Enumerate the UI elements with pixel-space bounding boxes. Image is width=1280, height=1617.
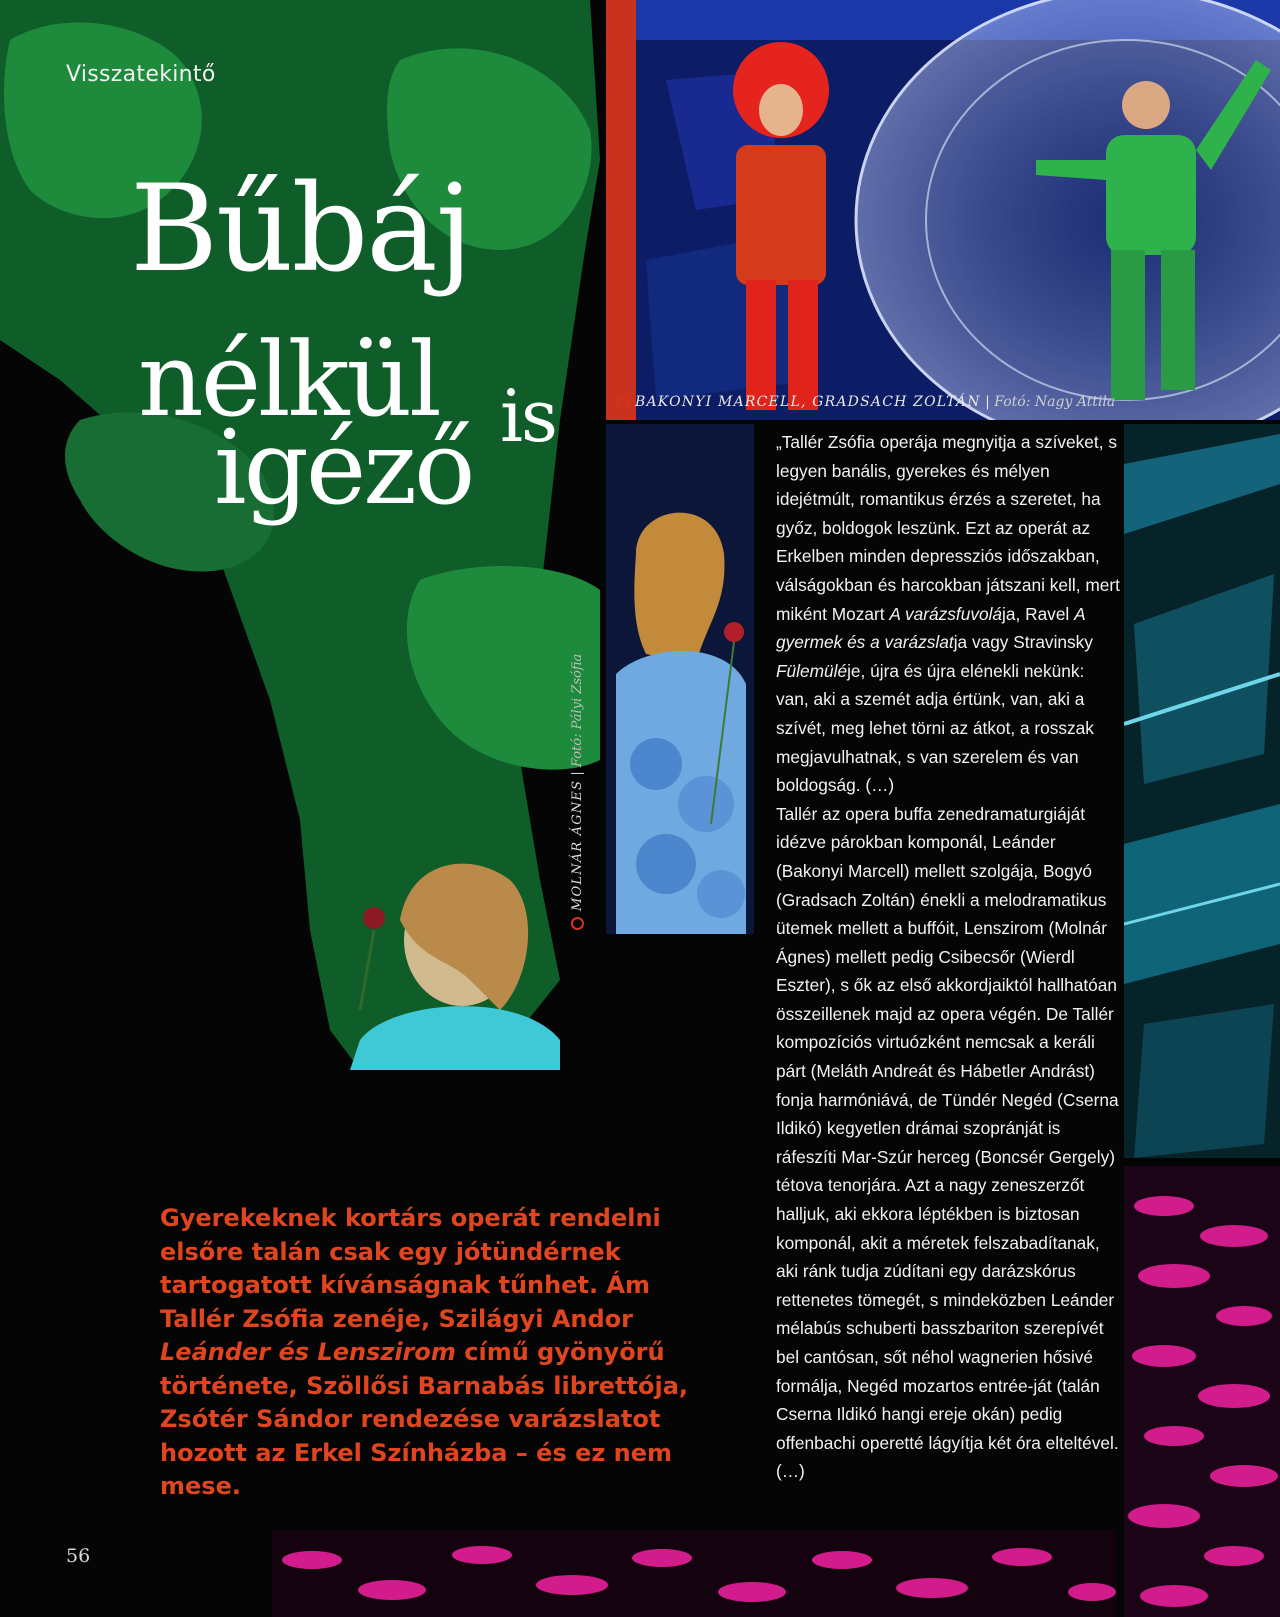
headline-line-1: Bűbáj (130, 160, 472, 299)
caption-marker-icon (616, 396, 629, 409)
right-pink-pattern (1124, 1166, 1280, 1617)
article-body (776, 428, 1120, 1486)
page-number: 56 (66, 1545, 91, 1567)
right-stage-photo (1124, 424, 1280, 1158)
body-paragraph-1: „Tallér Zsófia operája megnyitja a szíveket, s legyen banális, gyerekes és mélyen idejétmúlt, romantikus érzés a szeretet, ha győz, boldogok leszünk. Ezt az operát az Erkelben minden depressziós időszakban, válságokban és harcokban játszani kell, mert miként Mozart A varázsfuvolája, Ravel A gyermek és a varázslatja vagy Stravinsky Fülemüléje, újra és újra elénekli nekünk: van, aki a szemét adja értünk, van, aki a szívét, meg lehet törni az átkot, a rosszak megjavulhatnak, s van szerelem és van boldogság. (…) (776, 432, 1120, 796)
headline-line-2: nélkül (138, 321, 439, 440)
headline-line-3: is (500, 374, 556, 458)
section-label: Visszatekintő (66, 62, 216, 87)
bottom-pink-pattern (272, 1530, 1116, 1617)
singer-photo (606, 424, 754, 934)
top-stage-photo (606, 0, 1280, 420)
caption-marker-icon (571, 917, 584, 930)
body-paragraph-2: Tallér az opera buffa zenedramaturgiáját idézve párokban komponál, Leánder (Bakonyi Marcell) mellett szolgája, Bogyó (Gradsach Zoltán) énekli a melodramatikus ütemek mellett a buffóit, Lenszirom (Molnár Ágnes) mellett pedig Csibecsőr (Wierdl Eszter), s ők az első akkordjaiktól hallhatóan összeillenek majd az opera végén. De Tallér kompozíciós virtuózként nemcsak a keráli párt (Meláth Andreát és Hábetler Andrást) fonja harmóniává, de Tündér Negéd (Cserna Ildikó) kegyetlen drámai szopránját is ráfeszíti Mar-Szúr herceg (Boncsér Gergely) tétova tenorjára. Azt a nagy zeneszerzőt halljuk, aki ekkora léptékben is biztosan komponál, akit a méretek felszabadítanak, aki ránk tudja zúdítani egy darázskórus rettenetes tömegét, s mindeközben Leánder mélabús schuberti basszbariton szerepívét bel cantósan, sőt néhol wagnerien hősivé formálja, Negéd mozartos entrée-ját (talán Cserna Ildikó hangi ereje okán) pedig offenbachi operetté lágyítja két óra elteltével. (…) (776, 803, 1119, 1482)
side-photo-caption: MOLNÁR ÁGNES | Fotó: Pályi Zsófia (570, 654, 585, 930)
headline-line-4: igéző (214, 409, 473, 528)
rose-icon (724, 622, 744, 642)
rose-icon (363, 907, 385, 929)
top-photo-caption: BAKONYI MARCELL, GRADSACH ZOLTÁN | Fotó: Nagy Attila (616, 394, 1115, 410)
lead-paragraph: Gyerekeknek kortárs operát rendelni elsőre talán csak egy jótündérnek tartogatott kívánságnak tűnhet. Ám Tallér Zsófia zenéje, Szilágyi Andor Leánder és Lenszirom című gyönyörű története, Szöllősi Barnabás librettója, Zsótér Sándor rendezése varázslatot hozott az Erkel Színházba – és ez nem mese. (160, 1204, 689, 1500)
